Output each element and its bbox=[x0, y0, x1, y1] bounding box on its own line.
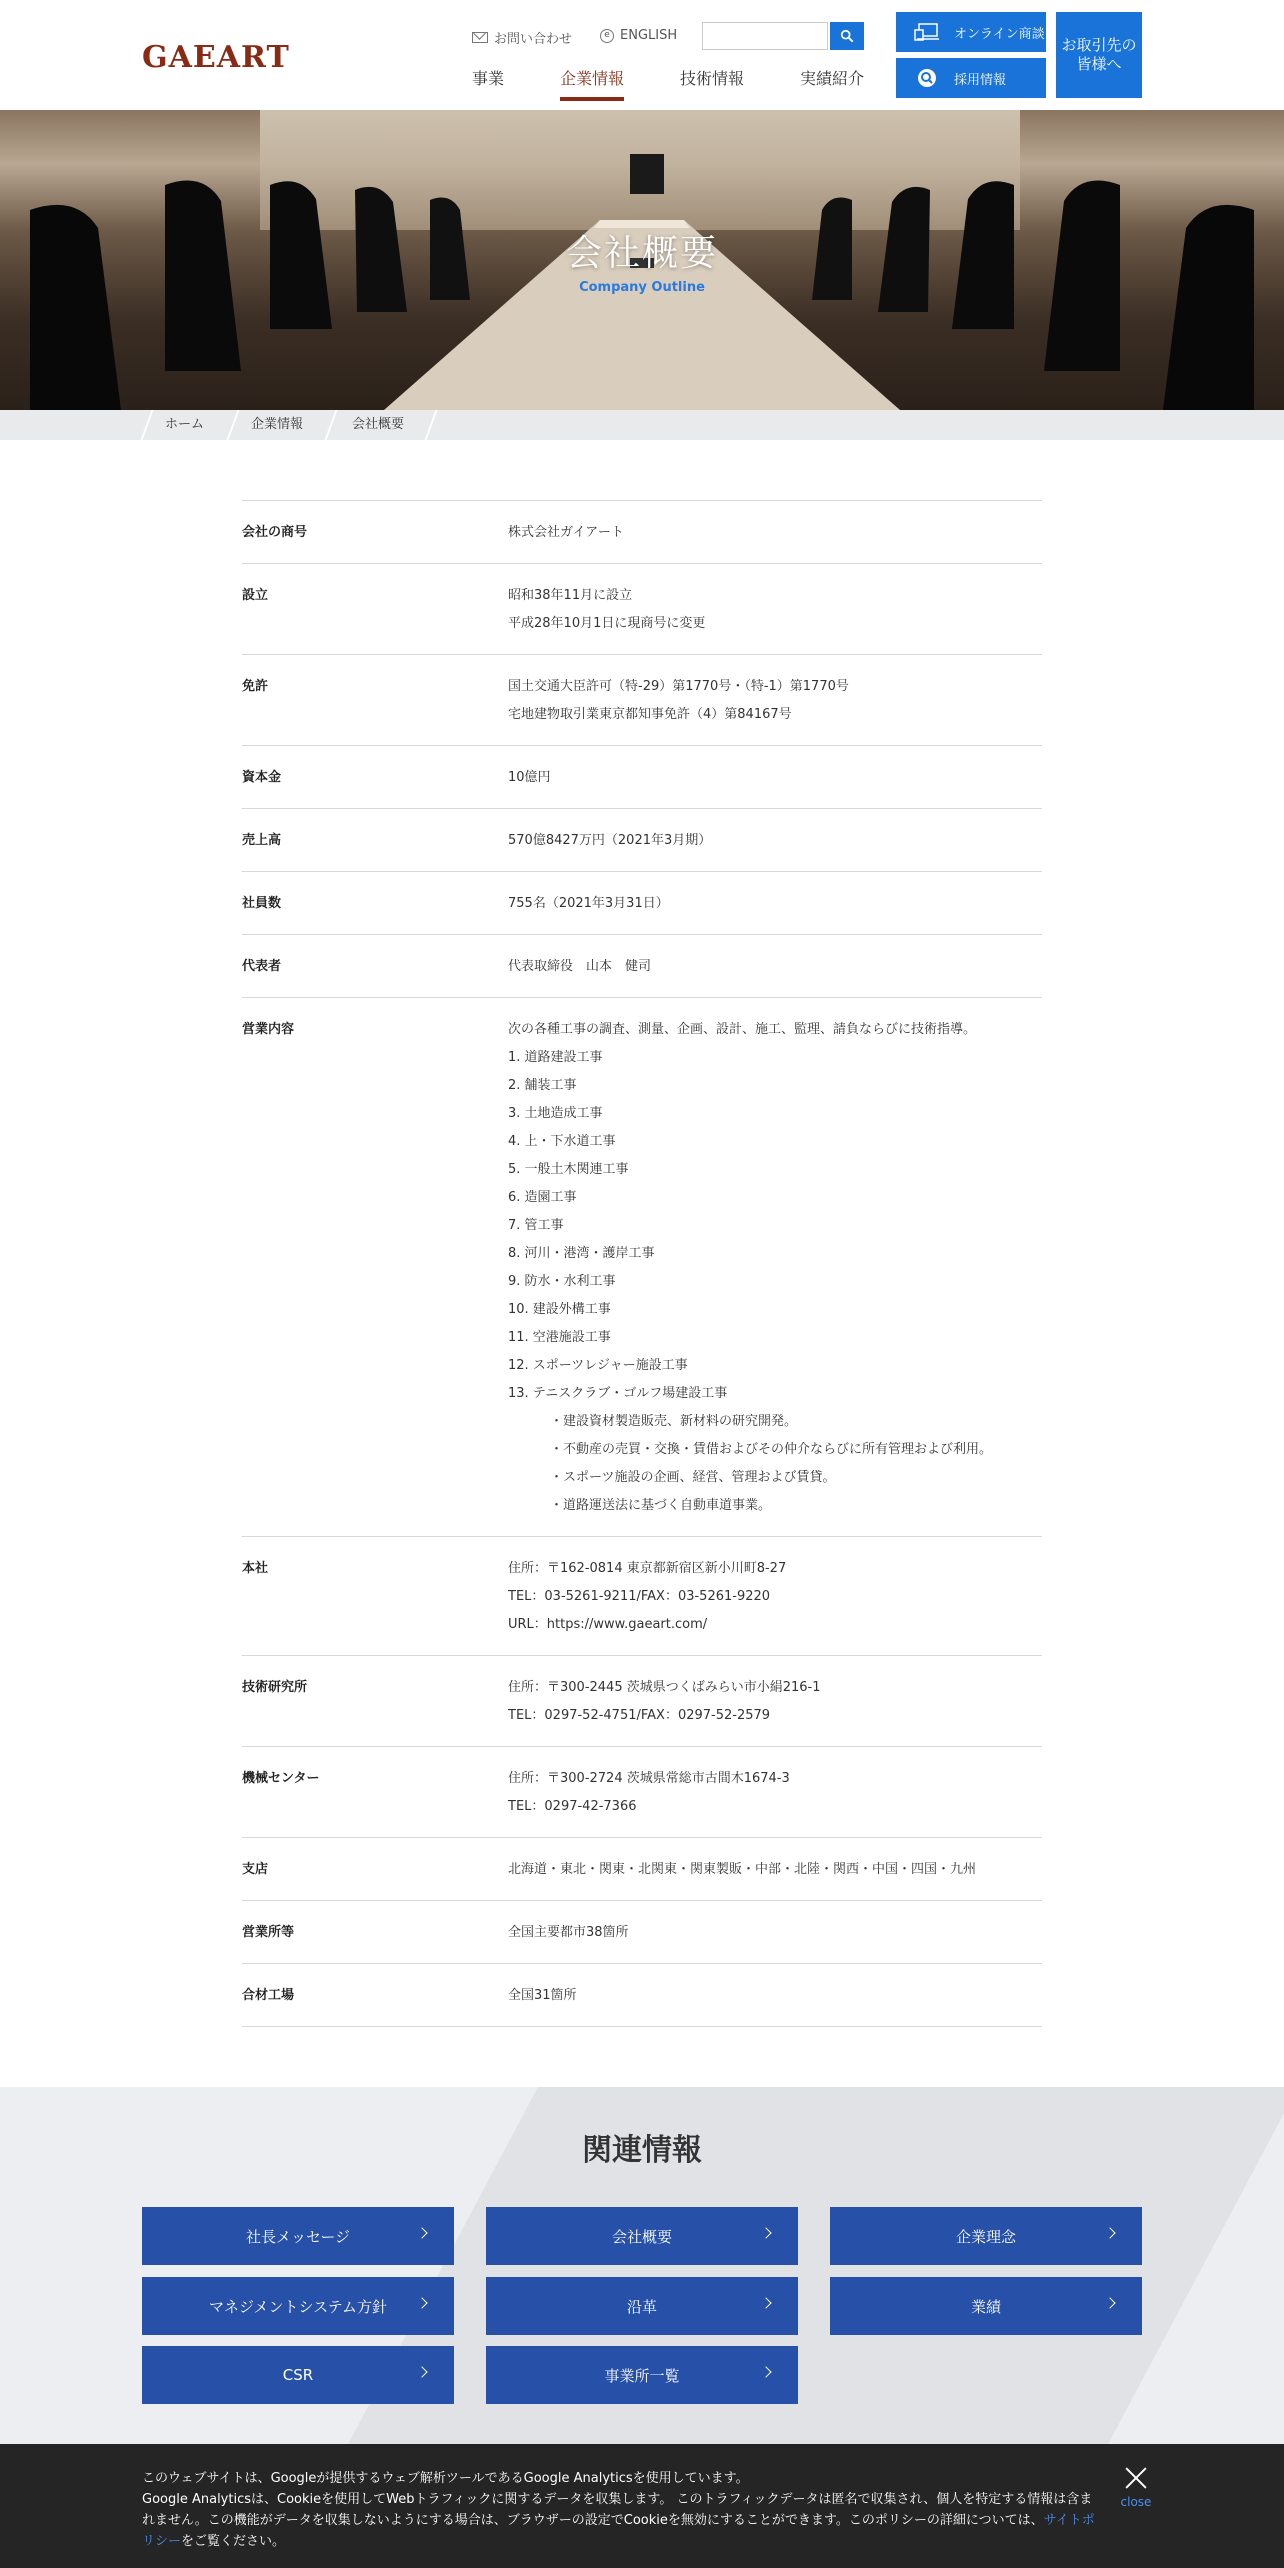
outline-row-value bbox=[508, 1674, 1042, 1730]
outline-value-line: TEL：0297-52-4751/FAX：0297-52-2579 bbox=[508, 1708, 771, 1723]
close-label: close bbox=[1120, 2495, 1152, 2509]
related-button-label: 業績 bbox=[970, 2297, 1001, 2316]
outline-row-value bbox=[508, 1919, 1042, 1947]
breadcrumb-separator bbox=[227, 410, 240, 440]
related-button-performance[interactable] bbox=[830, 2277, 1142, 2335]
chevron-right-icon bbox=[1104, 2227, 1115, 2238]
english-label: ENGLISH bbox=[620, 28, 678, 43]
breadcrumb-separator bbox=[425, 410, 438, 440]
client-button[interactable]: お取引先の皆様へ bbox=[1056, 12, 1142, 98]
online-meeting-label: オンライン商談 bbox=[954, 26, 1045, 42]
cookie-text-2: Google Analyticsは、Cookieを使用してWebトラフィックに関するデータを収集します。 このトラフィックデータは匿名で収集され、個人を特定する情報は含まれません。この機能がデータを収集しないようにする場合は、ブラウザーの設定でCookieを無効にすることができます。このポリシーの詳細については、 bbox=[142, 2492, 1093, 2528]
nav-item-company[interactable]: 企業情報 bbox=[560, 66, 624, 101]
nav-item-technology[interactable]: 技術情報 bbox=[680, 69, 745, 88]
outline-row-label: 本社 bbox=[242, 1561, 269, 1576]
outline-row-label: 技術研究所 bbox=[242, 1680, 308, 1695]
related-button-company-outline[interactable] bbox=[486, 2207, 798, 2265]
breadcrumb bbox=[0, 410, 1284, 440]
search-icon bbox=[840, 29, 854, 43]
outline-row bbox=[242, 654, 1042, 745]
contact-label: お問い合わせ bbox=[494, 32, 573, 47]
outline-value-subline: ・スポーツ施設の企画、経営、管理および賃貸。 bbox=[550, 1470, 836, 1485]
outline-value-line: 住所：〒300-2445 茨城県つくばみらい市小絹216-1 bbox=[508, 1680, 821, 1695]
cookie-banner bbox=[0, 2444, 1284, 2568]
search-button[interactable] bbox=[830, 22, 864, 50]
related-button-philosophy[interactable] bbox=[830, 2207, 1142, 2265]
outline-row-value bbox=[508, 1016, 1042, 1520]
site-policy-link[interactable]: サイトポリシー bbox=[142, 2513, 1095, 2549]
outline-row-label: 機械センター bbox=[242, 1771, 320, 1786]
laptop-icon bbox=[914, 22, 940, 42]
outline-value-line: 7. 管工事 bbox=[508, 1218, 564, 1233]
related-button-label: 沿革 bbox=[626, 2297, 657, 2316]
outline-row bbox=[242, 563, 1042, 654]
related-button-management-policy[interactable] bbox=[142, 2277, 454, 2335]
outline-row-label: 免許 bbox=[242, 679, 269, 694]
outline-row bbox=[242, 745, 1042, 808]
outline-value-line: 株式会社ガイアート bbox=[508, 525, 624, 540]
chevron-right-icon bbox=[416, 2366, 427, 2377]
related-button-csr[interactable] bbox=[142, 2346, 454, 2404]
cookie-text-1: このウェブサイトは、Googleが提供するウェブ解析ツールであるGoogle Analyticsを使用しています。 bbox=[142, 2471, 749, 2486]
outline-value-line: 8. 河川・港湾・護岸工事 bbox=[508, 1246, 655, 1261]
outline-value-line: 宅地建物取引業東京都知事免許（4）第84167号 bbox=[508, 707, 792, 722]
related-button-offices[interactable] bbox=[486, 2346, 798, 2404]
breadcrumb-separator bbox=[325, 410, 338, 440]
outline-value-line: 11. 空港施設工事 bbox=[508, 1330, 611, 1345]
outline-row-value bbox=[508, 1856, 1042, 1884]
globe-icon: e bbox=[600, 29, 614, 43]
english-link[interactable] bbox=[600, 28, 677, 43]
outline-row-value bbox=[508, 953, 1042, 981]
related-button-president-message[interactable] bbox=[142, 2207, 454, 2265]
breadcrumb-company[interactable]: 企業情報 bbox=[251, 417, 304, 432]
outline-value-line: 12. スポーツレジャー施設工事 bbox=[508, 1358, 688, 1373]
outline-value-line: 次の各種工事の調査、測量、企画、設計、施工、監理、請負ならびに技術指導。 bbox=[508, 1022, 977, 1037]
hero-banner bbox=[0, 110, 1284, 410]
hero-heading bbox=[0, 225, 1284, 295]
page-title: 会社概要 bbox=[565, 233, 718, 274]
contact-link[interactable] bbox=[472, 28, 572, 47]
outline-row-label: 営業所等 bbox=[242, 1925, 295, 1940]
related-button-history[interactable] bbox=[486, 2277, 798, 2335]
related-button-label: CSR bbox=[282, 2366, 314, 2384]
nav-item-results[interactable]: 実績紹介 bbox=[800, 69, 865, 88]
outline-value-line: 5. 一般土木関連工事 bbox=[508, 1162, 629, 1177]
outline-value-line: 住所：〒162-0814 東京都新宿区新小川町8-27 bbox=[508, 1561, 787, 1576]
outline-row bbox=[242, 934, 1042, 997]
outline-row-label: 支店 bbox=[242, 1862, 269, 1877]
outline-value-line: 13. テニスクラブ・ゴルフ場建設工事 bbox=[508, 1386, 728, 1401]
search-input[interactable] bbox=[702, 22, 828, 50]
outline-value-line: 住所：〒300-2724 茨城県常総市古間木1674-3 bbox=[508, 1771, 790, 1786]
related-button-label: 会社概要 bbox=[611, 2227, 672, 2246]
outline-row-value bbox=[508, 1765, 1042, 1821]
outline-value-line: 4. 上・下水道工事 bbox=[508, 1134, 616, 1149]
outline-value-line: 北海道・東北・関東・北関東・関東製販・中部・北陸・関西・中国・四国・九州 bbox=[508, 1862, 977, 1877]
outline-row bbox=[242, 1536, 1042, 1655]
outline-row bbox=[242, 500, 1042, 563]
recruit-icon bbox=[914, 68, 940, 88]
related-button-label: 企業理念 bbox=[955, 2227, 1016, 2246]
cookie-text-3: をご覧ください。 bbox=[181, 2534, 286, 2549]
chevron-right-icon bbox=[760, 2227, 771, 2238]
site-header bbox=[0, 0, 1284, 110]
outline-value-line: 9. 防水・水利工事 bbox=[508, 1274, 616, 1289]
outline-row bbox=[242, 1963, 1042, 2027]
outline-row-value bbox=[508, 519, 1042, 547]
outline-value-line: TEL：03-5261-9211/FAX：03-5261-9220 bbox=[508, 1589, 771, 1604]
outline-row-value bbox=[508, 827, 1042, 855]
outline-value-line: URL：https://www.gaeart.com/ bbox=[508, 1617, 708, 1632]
outline-row bbox=[242, 808, 1042, 871]
cookie-close-button[interactable] bbox=[1116, 2466, 1156, 2513]
outline-row-value bbox=[508, 1555, 1042, 1639]
mail-icon bbox=[472, 32, 488, 43]
outline-value-line: 570億8427万円（2021年3月期） bbox=[508, 833, 712, 848]
recruit-label: 採用情報 bbox=[954, 72, 1007, 88]
outline-row-value bbox=[508, 764, 1042, 792]
related-info-section bbox=[0, 2087, 1284, 2448]
related-button-label: 事業所一覧 bbox=[604, 2366, 680, 2385]
outline-row-value bbox=[508, 890, 1042, 918]
outline-row bbox=[242, 1746, 1042, 1837]
outline-row-label: 資本金 bbox=[242, 770, 282, 785]
outline-value-line: 10億円 bbox=[508, 770, 551, 785]
related-button-label: 社長メッセージ bbox=[245, 2227, 351, 2246]
outline-value-line: 全国31箇所 bbox=[508, 1988, 577, 2003]
outline-value-line: 国土交通大臣許可（特-29）第1770号・（特-1）第1770号 bbox=[508, 679, 849, 694]
outline-value-line: 代表取締役 山本 健司 bbox=[508, 959, 652, 974]
chevron-right-icon bbox=[1104, 2297, 1115, 2308]
chevron-right-icon bbox=[416, 2297, 427, 2308]
outline-value-line: 平成28年10月1日に現商号に変更 bbox=[508, 616, 706, 631]
outline-value-line: 2. 舗装工事 bbox=[508, 1078, 577, 1093]
company-logo[interactable]: GAEART bbox=[142, 40, 290, 75]
breadcrumb-home[interactable]: ホーム bbox=[165, 417, 205, 432]
cookie-text bbox=[142, 2468, 1098, 2552]
outline-row-label: 設立 bbox=[242, 588, 269, 603]
online-meeting-button[interactable] bbox=[896, 12, 1046, 52]
main-nav bbox=[472, 66, 920, 101]
outline-value-line: 6. 造園工事 bbox=[508, 1190, 577, 1205]
nav-item-business[interactable]: 事業 bbox=[472, 69, 505, 88]
outline-row-value bbox=[508, 673, 1042, 729]
outline-row bbox=[242, 871, 1042, 934]
outline-row-label: 合材工場 bbox=[242, 1988, 295, 2003]
breadcrumb-separator bbox=[141, 410, 154, 440]
outline-value-subline: ・道路運送法に基づく自動車道事業。 bbox=[550, 1498, 772, 1513]
recruit-button[interactable] bbox=[896, 58, 1046, 98]
close-icon bbox=[1124, 2466, 1148, 2490]
outline-row-label: 代表者 bbox=[242, 959, 282, 974]
outline-row-label: 会社の商号 bbox=[242, 525, 308, 540]
page-subtitle: Company Outline bbox=[579, 280, 705, 295]
chevron-right-icon bbox=[760, 2297, 771, 2308]
outline-value-line: 10. 建設外構工事 bbox=[508, 1302, 611, 1317]
outline-row-label: 社員数 bbox=[242, 896, 282, 911]
outline-row bbox=[242, 997, 1042, 1536]
outline-row bbox=[242, 1837, 1042, 1900]
outline-value-line: 1. 道路建設工事 bbox=[508, 1050, 603, 1065]
outline-row-label: 売上高 bbox=[242, 833, 282, 848]
outline-row-label: 営業内容 bbox=[242, 1022, 295, 1037]
outline-value-subline: ・建設資材製造販売、新材料の研究開発。 bbox=[550, 1414, 798, 1429]
outline-value-line: 全国主要都市38箇所 bbox=[508, 1925, 629, 1940]
outline-value-subline: ・不動産の売買・交換・賃借およびその仲介ならびに所有管理および利用。 bbox=[550, 1442, 993, 1457]
related-button-label: マネジメントシステム方針 bbox=[208, 2297, 388, 2316]
outline-row-value bbox=[508, 1982, 1042, 2010]
outline-value-line: 3. 土地造成工事 bbox=[508, 1106, 603, 1121]
outline-value-line: TEL：0297-42-7366 bbox=[508, 1799, 637, 1814]
outline-value-line: 昭和38年11月に設立 bbox=[508, 588, 633, 603]
outline-value-line: 755名（2021年3月31日） bbox=[508, 896, 669, 911]
outline-row bbox=[242, 1900, 1042, 1963]
chevron-right-icon bbox=[760, 2366, 771, 2377]
outline-row-value bbox=[508, 582, 1042, 638]
related-title: 関連情報 bbox=[582, 2133, 702, 2168]
chevron-right-icon bbox=[416, 2227, 427, 2238]
company-outline-table bbox=[242, 500, 1042, 2027]
outline-row bbox=[242, 1655, 1042, 1746]
breadcrumb-current: 会社概要 bbox=[352, 417, 405, 432]
